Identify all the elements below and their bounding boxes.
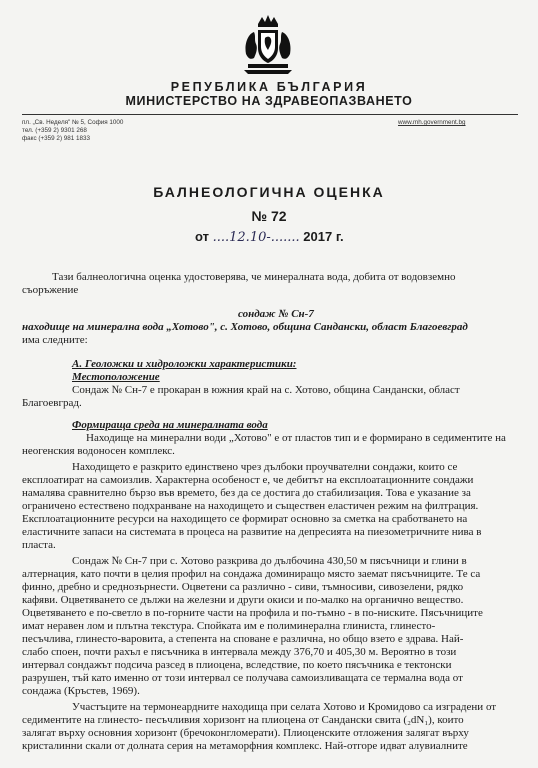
date-prefix: от	[195, 229, 213, 244]
para3-line: интервал сондажът подсича разсед в плиоцена, вследствие, по което пясъчника е тектонски	[22, 659, 452, 671]
country-name: РЕПУБЛИКА БЪЛГАРИЯ	[170, 80, 368, 94]
source-deposit: находище на минерална вода „Хотово", с. Хотово, община Сандански, област Благоевград	[22, 321, 468, 333]
para3-line: кафяви. Оцветяването се дължи на железни и други окиси и по-малко на органично вещество.	[22, 594, 464, 606]
date-suffix: 2017 г.	[299, 229, 344, 244]
ministry-name: МИНИСТЕРСТВО НА ЗДРАВЕОПАЗВАНЕТО	[125, 94, 413, 108]
coat-of-arms-icon	[240, 14, 296, 76]
formation-heading: Формираща среда на минералната вода	[72, 419, 268, 431]
intro-line-1: Тази балнеологична оценка удостоверява, че минералната вода, добита от водовземно	[52, 271, 456, 283]
para4-line: кристалинни скали от долната серия на метаморфния комплекс. Най-отгоре идват алувиалните	[22, 740, 468, 752]
para1-line: неогенския водоносен комплекс.	[22, 445, 175, 457]
para4-line: залягат върху основния хоризонт (бречоконгломерати). Плиоценските отложения залягат върху	[22, 727, 469, 739]
para3-line: песъчлива, глинесто-варовита, а степента на споване е различна, но общо взето е здрава. Най-	[22, 633, 464, 645]
para3-line: Сондаж № Сн-7 при с. Хотово разкрива до дълбочина 430,50 м пясъчници и глини в	[72, 555, 467, 567]
contact-address: пл. „Св. Неделя" № 5, София 1000	[22, 119, 124, 126]
location-heading: Местоположение	[72, 371, 160, 383]
para2-line: експлоатират на самоизлив. Характерна особеност е, че дебитът на експлоатационните сондажи	[22, 474, 474, 486]
document-date	[195, 229, 344, 245]
section-a-heading: А. Геоложки и хидроложки характеристики:	[72, 358, 297, 370]
para3-line: разрушен, тъй като именно от този интервал се получава самоизливащата се термална вода от	[22, 672, 463, 684]
para3-line: Оцветяването е по-светло в по-горните части на профила и по-тъмно - в по-ниските. Пясъчниците	[22, 607, 483, 619]
para2-line: ограничено естествено подхранване на находището и съществен еластичен режим на филтрация.	[22, 500, 479, 512]
para2-line: еластичните запаси на системата в процеса на развитие на депресията на пиезометричните нива в	[22, 526, 482, 538]
contact-fax: факс (+359 2) 981 1833	[22, 135, 91, 142]
intro-line-2: съоръжение	[22, 284, 79, 296]
para2-line: Експлоатационните ресурси на находището се формират основно за сметка на сработването на	[22, 513, 468, 525]
para3-line: финно, дребно и среднозърнести. Оцветени са различно - сиви, тъмносиви, сивозелени, рядко	[22, 581, 464, 593]
contact-phone: тел. (+359 2) 9301 268	[22, 127, 87, 134]
source-has-following: има следните:	[22, 334, 88, 346]
header-divider	[22, 114, 518, 115]
location-line-1: Сондаж № Сн-7 е прокаран в южния край на с. Хотово, община Сандански, област	[72, 384, 460, 396]
website-link[interactable]: www.mh.government.bg	[398, 119, 466, 126]
para1-line: Находище на минерални води „Хотово" е от пластов тип и е формирано в седиментите на	[86, 432, 506, 444]
para4-line: седиментите на глинесто- песъчливия хоризонт на плиоцена от Сандански свита (₂dN₁), които	[22, 714, 464, 726]
para2-line: намалява сравнително бързо във времето, без да се достига до стабилизация. Това е указание за	[22, 487, 471, 499]
para3-line: имат неравен лом и плътна текстура. Спойката им е полиминерална глиниста, глинесто-	[22, 620, 436, 632]
para2-line: Находището е разкрито единствено чрез дълбоки проучвателни сондажи, които се	[72, 461, 458, 473]
document-number: № 72	[251, 208, 287, 224]
source-borehole: сондаж № Сн-7	[238, 308, 314, 320]
para3-line: сондажа (Кръстев, 1969).	[22, 685, 140, 697]
para3-line: слабо споен, почти рахъл е пясъчника в интервала между 376,70 и 405,30 м. Вероятно в този	[22, 646, 457, 658]
para4-line: Участъците на термонеардните находища при селата Хотово и Кромидово са изградени от	[72, 701, 497, 713]
para3-line: алтернация, като почти в целия профил на сондажа доминиращо място заемат пясъчниците. Те са	[22, 568, 481, 580]
location-line-2: Благоевград.	[22, 397, 82, 409]
date-handwritten: ....12.10-.......	[212, 230, 300, 245]
document-title: БАЛНЕОЛОГИЧНА ОЦЕНКА	[153, 184, 385, 200]
para2-line: пласта.	[22, 539, 56, 551]
